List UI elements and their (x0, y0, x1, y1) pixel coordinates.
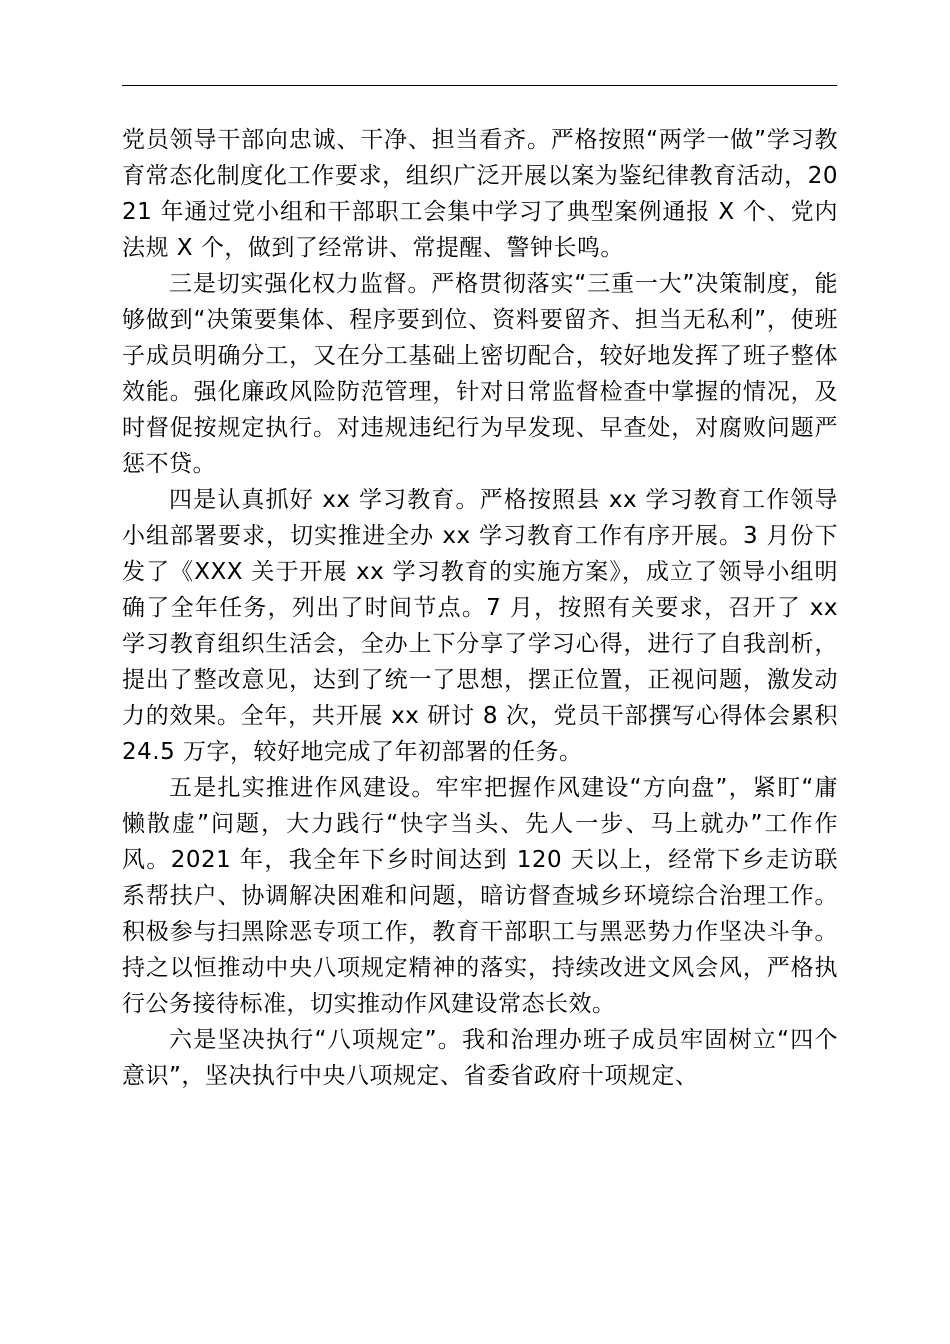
header-rule (122, 85, 837, 86)
paragraph: 五是扎实推进作风建设。牢牢把握作风建设“方向盘”，紧盯“庸懒散虚”问题，大力践行“快字当头、先人一步、马上就办”工作作风。2021 年，我全年下乡时间达到 120 天以上，经常下乡走访联系帮扶户、协调解决困难和问题，暗访督查城乡环境综合治理工作。积极参与扫黑除恶专项工作，教育干部职工与黑恶势力作坚决斗争。持之以恒推动中央八项规定精神的落实，持续改进文风会风，严格执行公务接待标准，切实推动作风建设常态长效。 (122, 775, 838, 1017)
paragraph: 四是认真抓好 xx 学习教育。严格按照县 xx 学习教育工作领导小组部署要求，切实推进全办 xx 学习教育工作有序开展。3 月份下发了《XXX 关于开展 xx 学习教育的实施方案》，成立了领导小组明确了全年任务，列出了时间节点。7 月，按照有关要求，召开了 xx 学习教育组织生活会，全办上下分享了学习心得，进行了自我剖析，提出了整改意见，达到了统一了思想，摆正位置，正视问题，激发动力的效果。全年，共开展 xx 研讨 8 次，党员干部撰写心得体会累积 24.5 万字，较好地完成了年初部署的任务。 (122, 487, 838, 765)
paragraph: 党员领导干部向忠诚、干净、担当看齐。严格按照“两学一做”学习教育常态化制度化工作要求，组织广泛开展以案为鉴纪律教育活动，2021 年通过党小组和干部职工会集中学习了典型案例通报 X 个、党内法规 X 个，做到了经常讲、常提醒、警钟长鸣。 (122, 127, 838, 261)
paragraph: 三是切实强化权力监督。严格贯彻落实“三重一大”决策制度，能够做到“决策要集体、程序要到位、资料要留齐、担当无私利”，使班子成员明确分工，又在分工基础上密切配合，较好地发挥了班子整体效能。强化廉政风险防范管理，针对日常监督检查中掌握的情况，及时督促按规定执行。对违规违纪行为早发现、早查处，对腐败问题严惩不贷。 (122, 271, 838, 477)
document-body (122, 122, 838, 1094)
paragraph: 六是坚决执行“八项规定”。我和治理办班子成员牢固树立“四个意识”，坚决执行中央八项规定、省委省政府十项规定、 (122, 1027, 838, 1089)
